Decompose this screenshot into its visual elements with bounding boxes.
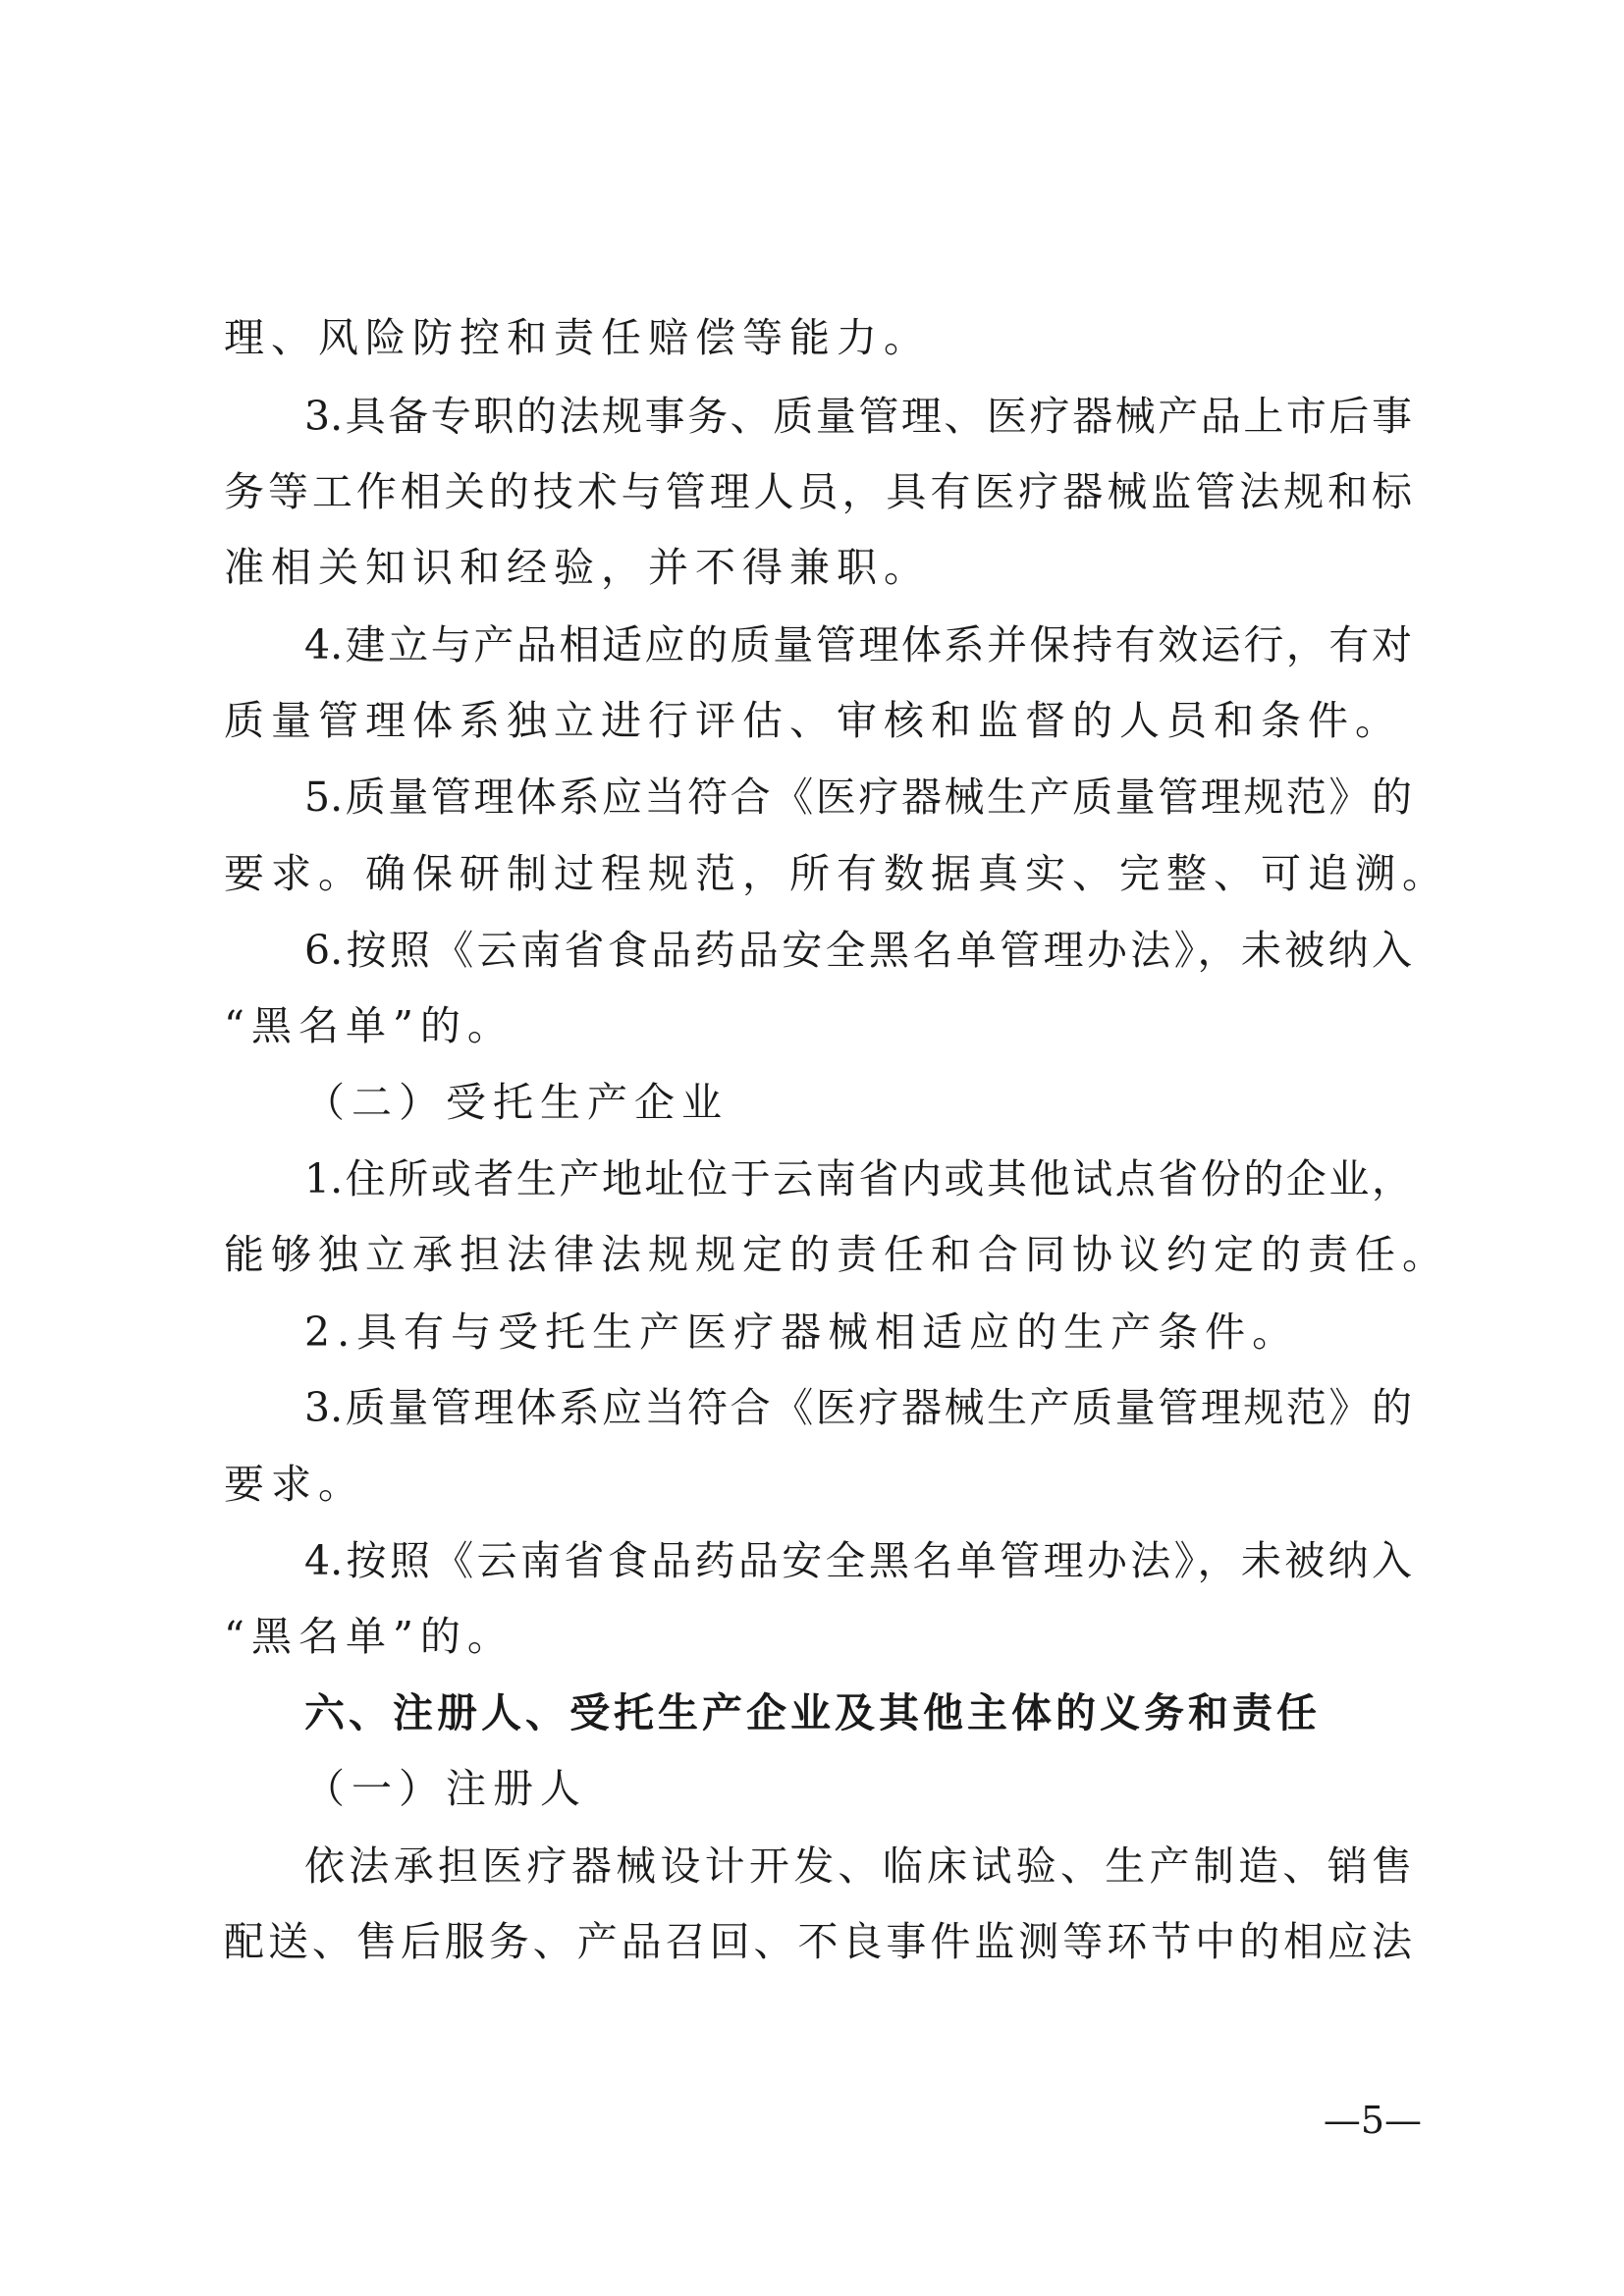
paragraph-line: 质量管理体系独立进行评估、审核和监督的人员和条件。 [224,697,1402,744]
section-subheading: （二）受托生产企业 [304,1079,729,1126]
paragraph-line: 6.按照《云南省食品药品安全黑名单管理办法》，未被纳入 [304,927,1412,974]
paragraph-line: 3.质量管理体系应当符合《医疗器械生产质量管理规范》的 [304,1384,1412,1431]
paragraph-line: 要求。 [224,1461,365,1508]
paragraph-line: 务等工作相关的技术与管理人员，具有医疗器械监管法规和标 [224,468,1412,515]
paragraph-line: 5.质量管理体系应当符合《医疗器械生产质量管理规范》的 [304,774,1412,821]
paragraph-line: 能够独立承担法律法规规定的责任和合同协议约定的责任。 [224,1231,1449,1278]
paragraph-line: 配送、售后服务、产品召回、不良事件监测等环节中的相应法 [224,1918,1412,1965]
paragraph-line: 依法承担医疗器械设计开发、临床试验、生产制造、销售 [304,1842,1412,1890]
paragraph-line: “黑名单”的。 [224,1613,514,1660]
section-heading: 六、注册人、受托生产企业及其他主体的义务和责任 [304,1689,1321,1736]
paragraph-line: 2.具有与受托生产医疗器械相适应的生产条件。 [304,1308,1300,1356]
paragraph-line: 3.具备专职的法规事务、质量管理、医疗器械产品上市后事 [304,393,1412,440]
page-number: —5— [1323,2099,1422,2142]
paragraph-line: 要求。确保研制过程规范，所有数据真实、完整、可追溯。 [224,850,1449,897]
paragraph-line: 4.建立与产品相适应的质量管理体系并保持有效运行，有对 [304,621,1412,668]
paragraph-line: “黑名单”的。 [224,1002,514,1049]
paragraph-line: 准相关知识和经验，并不得兼职。 [224,544,931,591]
paragraph-line: 1.住所或者生产地址位于云南省内或其他试点省份的企业， [304,1155,1412,1202]
paragraph-line: 理、风险防控和责任赔偿等能力。 [224,314,931,361]
paragraph-line: 4.按照《云南省食品药品安全黑名单管理办法》，未被纳入 [304,1537,1412,1584]
section-subheading: （一）注册人 [304,1765,587,1812]
